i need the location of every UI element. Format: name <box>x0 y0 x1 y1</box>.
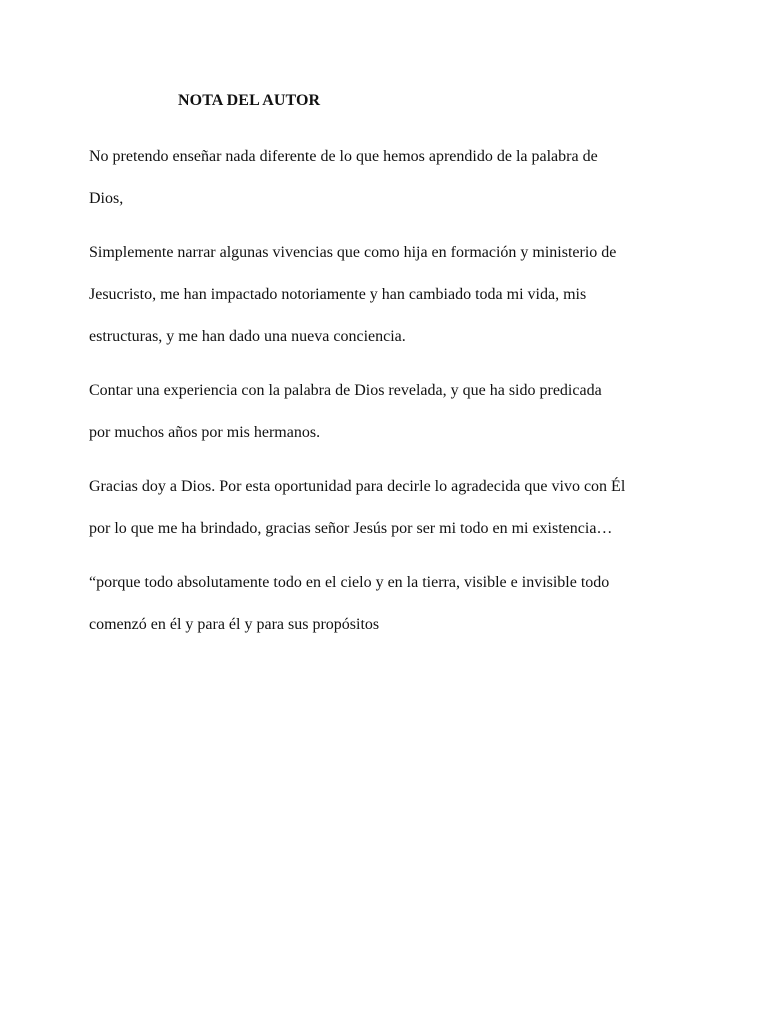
paragraph-2-line-1: Simplemente narrar algunas vivencias que como hija en formación y ministerio de <box>89 244 617 261</box>
paragraph-1-line-2: Dios, <box>89 190 124 207</box>
paragraph-4-line-1: Gracias doy a Dios. Por esta oportunidad para decirle lo agradecida que vivo con Él <box>89 478 626 495</box>
paragraph-5-line-2: comenzó en él y para él y para sus propósitos <box>89 616 380 633</box>
paragraph-2-line-3: estructuras, y me han dado una nueva conciencia. <box>89 328 406 345</box>
paragraph-1-line-1: No pretendo enseñar nada diferente de lo que hemos aprendido de la palabra de <box>89 148 598 165</box>
paragraph-5-line-1: “porque todo absolutamente todo en el cielo y en la tierra, visible e invisible todo <box>89 574 610 591</box>
paragraph-2-line-2: Jesucristo, me han impactado notoriamente y han cambiado toda mi vida, mis <box>89 286 587 303</box>
paragraph-3-line-2: por muchos años por mis hermanos. <box>89 424 321 441</box>
paragraph-4-line-2: por lo que me ha brindado, gracias señor Jesús por ser mi todo en mi existencia… <box>89 520 613 537</box>
document-title: NOTA DEL AUTOR <box>178 92 321 109</box>
paragraph-3-line-1: Contar una experiencia con la palabra de Dios revelada, y que ha sido predicada <box>89 382 602 399</box>
